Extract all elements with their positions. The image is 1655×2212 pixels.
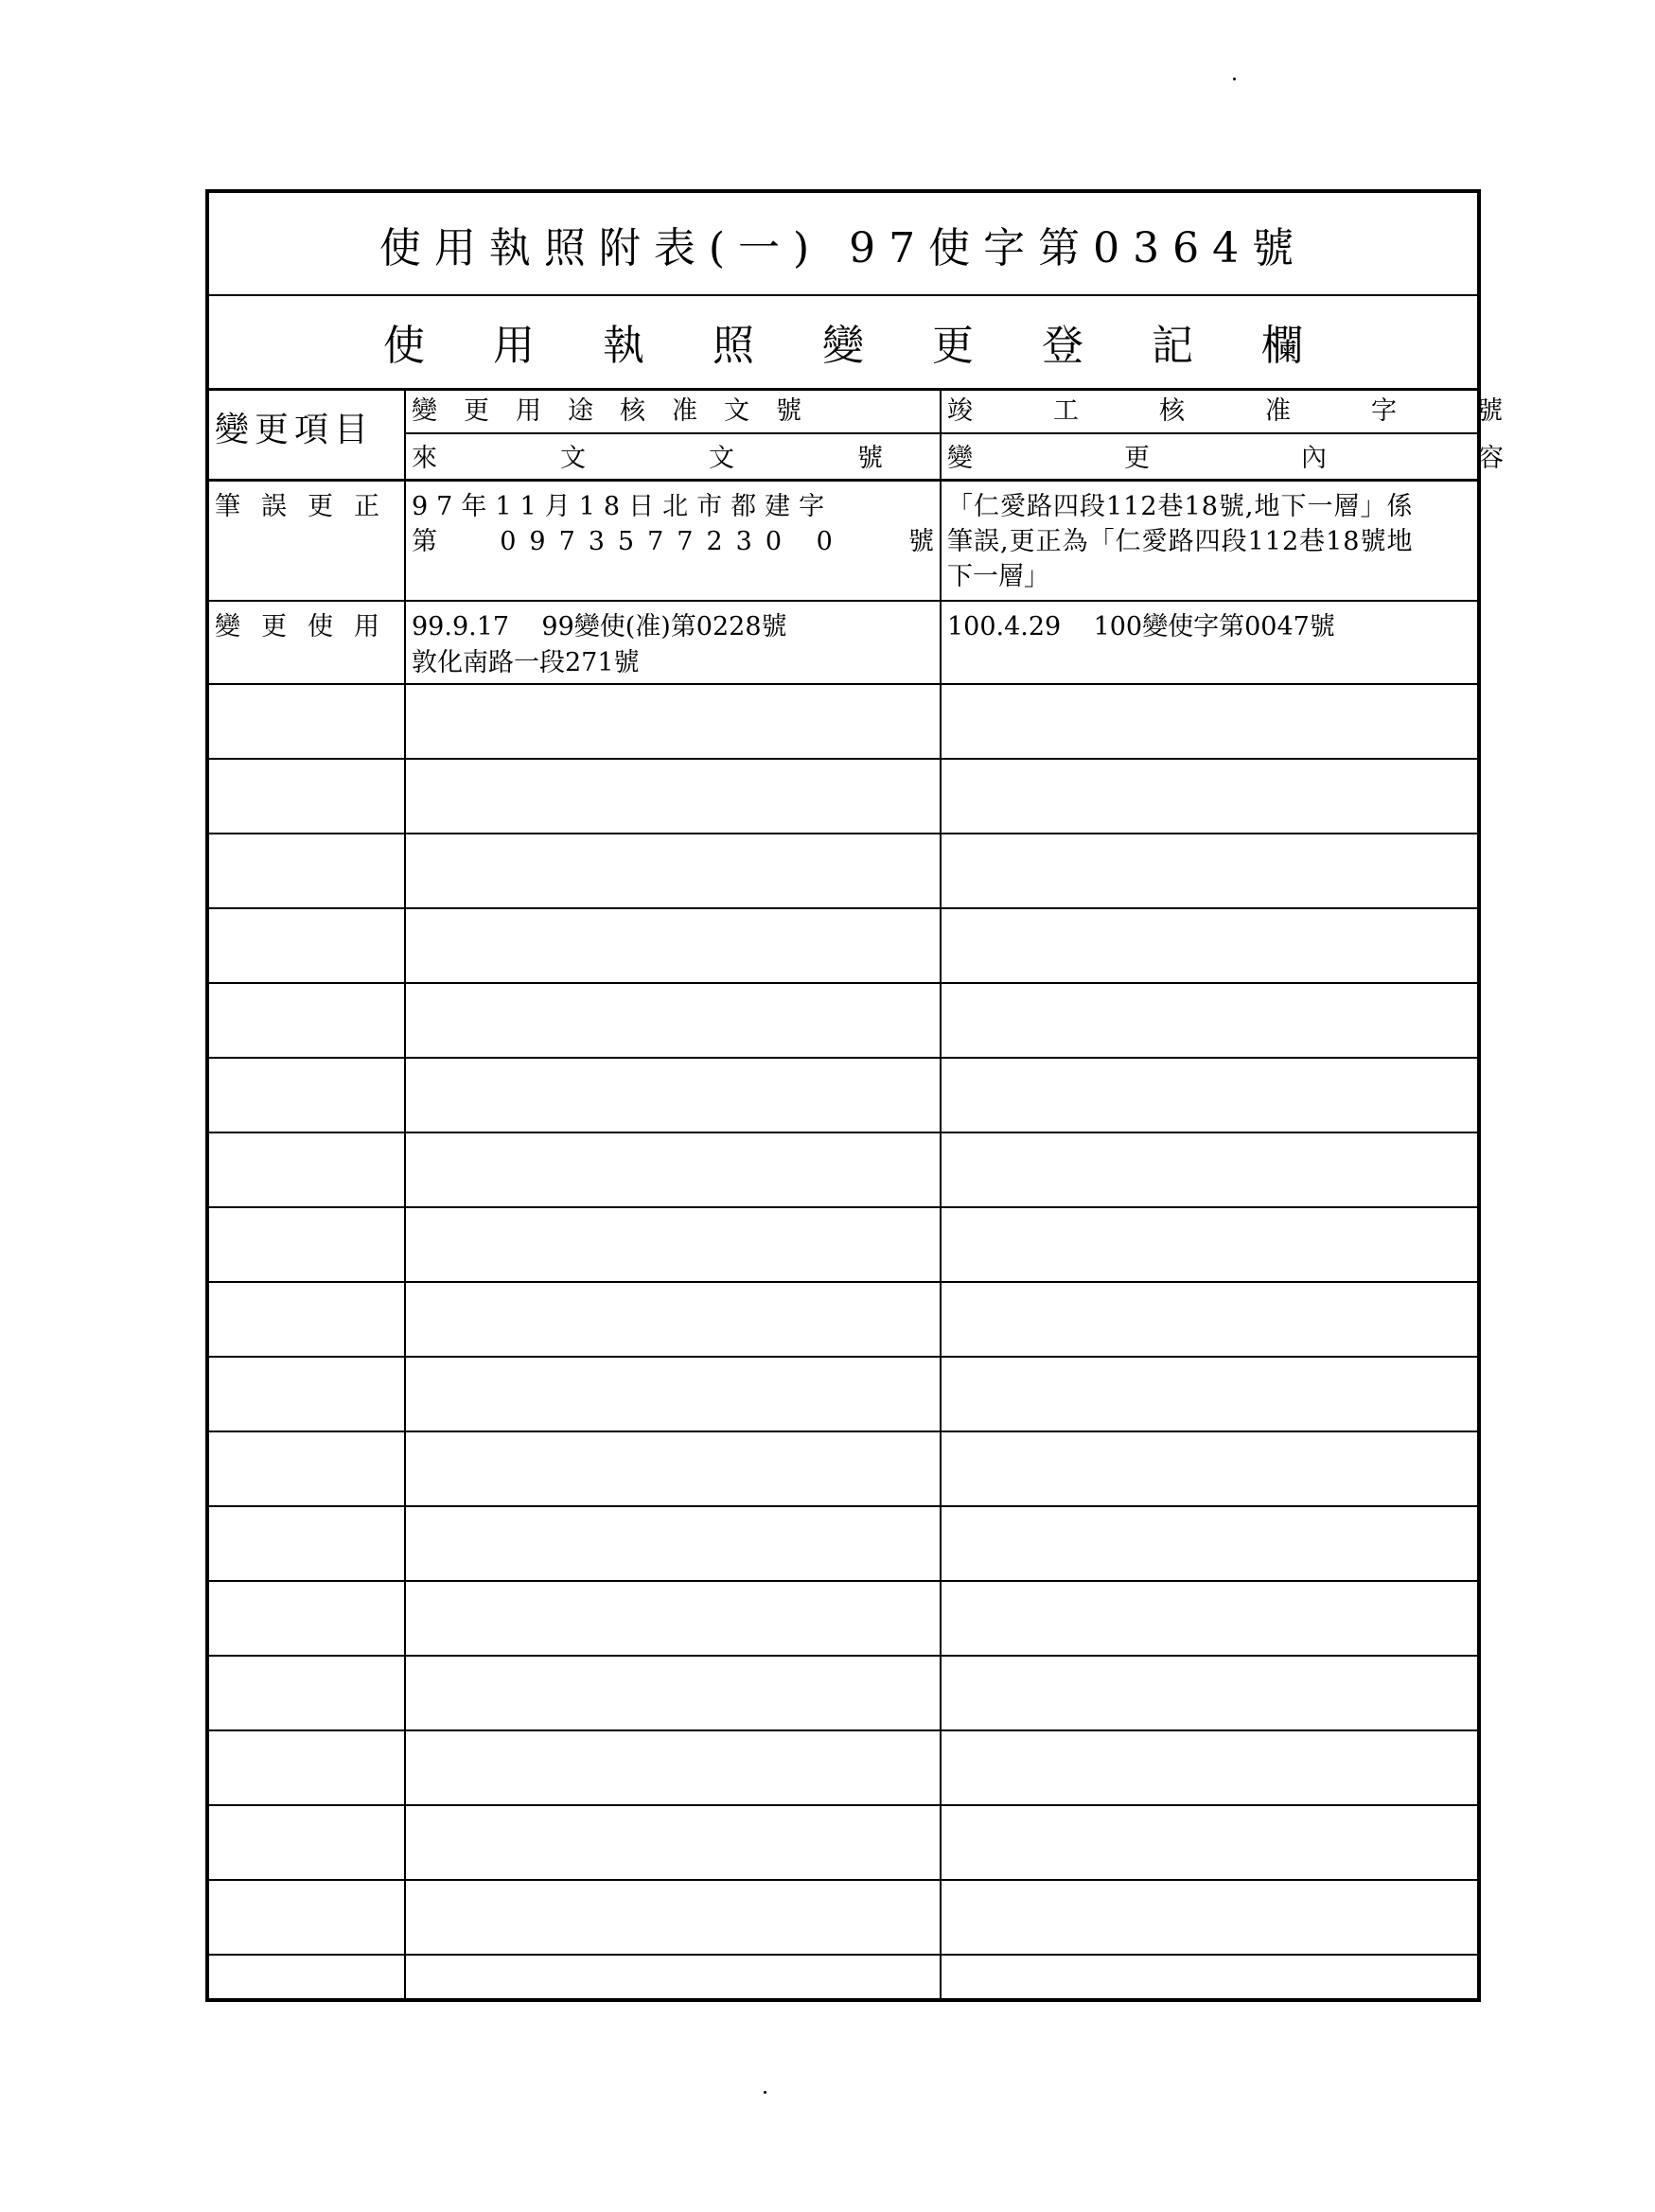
row1-content-line3: 下一層」 xyxy=(947,562,1049,591)
scan-speck xyxy=(1233,78,1236,80)
row-line xyxy=(209,1132,1477,1133)
header-approval-doc-no: 變更用途核准文號 xyxy=(412,396,828,426)
header-item: 變更項目 xyxy=(215,411,375,449)
col-divider-1 xyxy=(404,388,406,1998)
col-divider-2 xyxy=(940,388,942,1998)
row1-item: 筆誤更正 xyxy=(215,492,400,521)
row-line xyxy=(209,1057,1477,1059)
form-title: 使用執照附表(一) 97使字第0364號 xyxy=(209,193,1477,296)
row2-doc-line1: 99.9.17 99變使(准)第0228號 xyxy=(412,612,787,641)
header-bottom-line xyxy=(209,479,1477,482)
row-line xyxy=(209,1356,1477,1358)
header-completion-no: 竣工核准字號 xyxy=(947,396,1583,426)
row-line xyxy=(209,1729,1477,1731)
scan-speck xyxy=(764,2091,766,2094)
row1-doc-line2: 第 0973577230 0 號 xyxy=(412,527,934,556)
row-line xyxy=(209,1580,1477,1582)
row1-content-line1: 「仁愛路四段112巷18號,地下一層」係 xyxy=(947,492,1414,521)
row-line xyxy=(209,600,1477,602)
row-line xyxy=(209,1206,1477,1208)
row-line xyxy=(209,982,1477,984)
row2-content-line1: 100.4.29 100變使字第0047號 xyxy=(947,612,1335,641)
row-line xyxy=(209,1804,1477,1806)
row1-doc-line1: 97年11月18日北市都建字 xyxy=(412,492,834,521)
row-line xyxy=(209,833,1477,834)
row1-content-line2: 筆誤,更正為「仁愛路四段112巷18號地 xyxy=(947,527,1414,556)
header-change-content: 變更內容 xyxy=(947,444,1655,473)
row2-doc-line2: 敦化南路一段271號 xyxy=(412,648,640,677)
row-line xyxy=(209,683,1477,685)
header-incoming-doc-no: 來文文號 xyxy=(412,444,1006,473)
row-line xyxy=(209,1281,1477,1283)
header-split-line xyxy=(406,432,1477,434)
row-line xyxy=(209,1505,1477,1507)
row2-item: 變更使用 xyxy=(215,612,400,641)
license-form xyxy=(205,189,1655,2002)
row-line xyxy=(209,1954,1477,1956)
form-subtitle: 使用執照變更登記欄 xyxy=(209,294,1477,391)
row-line xyxy=(209,907,1477,909)
row-line xyxy=(209,1655,1477,1657)
row-line xyxy=(209,758,1477,760)
row-line xyxy=(209,1879,1477,1881)
row-line xyxy=(209,1431,1477,1432)
